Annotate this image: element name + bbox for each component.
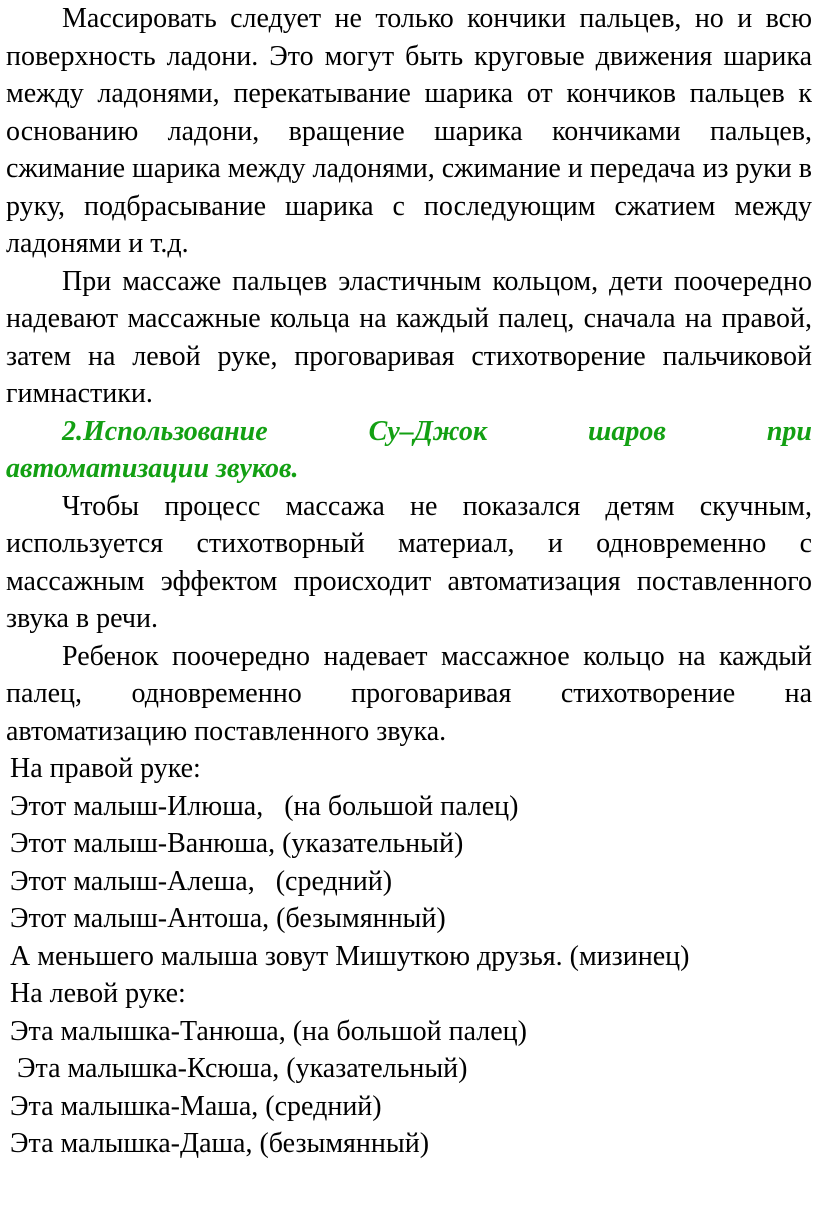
paragraph-ring-massage: При массаже пальцев эластичным кольцом, дети поочередно надевают массажные кольца на каждый палец, сначала на правой, затем на левой руке, проговаривая стихотворение пальчиковой гимнастики. xyxy=(6,265,812,409)
verse-line: Этот малыш-Алеша, (средний) xyxy=(10,865,393,897)
paragraph-child-ring: Ребенок поочередно надевает массажное кольцо на каждый палец, одновременно проговаривая стихотворение на автоматизацию поставленного звука. xyxy=(6,640,812,747)
paragraph-massage-palms: Массировать следует не только кончики пальцев, но и всю поверхность ладони. Это могут быть круговые движения шарика между ладонями, перекатывание шарика от кончиков пальцев к основанию ладони, вращение шарика кончиками пальцев, сжимание шарика между ладонями, сжимание и передача из руки в руку, подбрасывание шарика с последующим сжатием между ладонями и т.д. xyxy=(6,3,812,259)
section-heading-line-2: автоматизации звуков. xyxy=(6,453,299,484)
verse-line: Эта малышка-Маша, (средний) xyxy=(10,1090,382,1122)
verse-line: Этот малыш-Антоша, (безымянный) xyxy=(10,903,446,934)
verse-line: Этот малыш-Илюша, (на большой палец) xyxy=(10,790,519,822)
verse-left-title: На левой руке: xyxy=(10,978,186,1009)
paragraph-verse-material: Чтобы процесс массажа не показался детям скучным, используется стихотворный материал, и одновременно с массажным эффектом происходит автоматизация поставленного звука в речи. xyxy=(6,490,812,634)
verse-line: А меньшего малыша зовут Мишуткою друзья. (мизинец) xyxy=(10,940,690,972)
verse-right-title: На правой руке: xyxy=(10,753,201,784)
verse-line: Эта малышка-Даша, (безымянный) xyxy=(10,1128,430,1159)
section-heading xyxy=(6,413,812,488)
section-heading-line-1: 2.Использование Су–Джок шаров при xyxy=(62,415,812,447)
verse-line: Этот малыш-Ванюша, (указательный) xyxy=(10,828,464,859)
verse-line: Эта малышка-Ксюша, (указательный) xyxy=(10,1053,468,1084)
verse-line: Эта малышка-Танюша, (на большой палец) xyxy=(10,1015,527,1047)
